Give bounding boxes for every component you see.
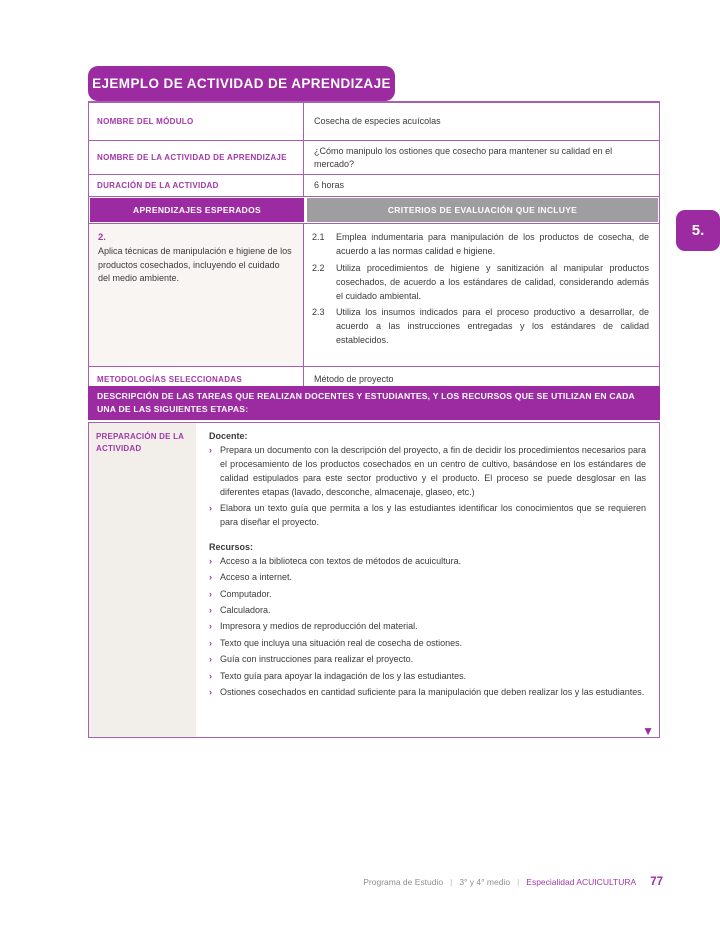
- evaluation-criteria-header: CRITERIOS DE EVALUACIÓN QUE INCLUYE: [307, 198, 658, 222]
- table-row: [89, 140, 659, 174]
- criteria-list: [304, 224, 659, 366]
- row-value: Cosecha de especies acuícolas: [314, 116, 441, 127]
- chevron-bullet-icon: ›: [209, 637, 212, 648]
- stage-label-cell: [89, 423, 196, 737]
- footer-specialty: Especialidad ACUICULTURA: [526, 877, 637, 887]
- description-banner-text: DESCRIPCIÓN DE LAS TAREAS QUE REALIZAN DOCENTES Y ESTUDIANTES, Y LOS RECURSOS QUE SE UTILIZAN EN CADA UNA DE LAS SIGUIENTES ETAPAS:: [97, 391, 635, 414]
- chevron-bullet-icon: ›: [209, 654, 212, 665]
- row-value: Método de proyecto: [314, 374, 394, 385]
- table-row: [89, 102, 659, 140]
- list-item-text: Impresora y medios de reproducción del material.: [220, 621, 418, 632]
- stage-label: PREPARACIÓN DE LA ACTIVIDAD: [96, 432, 184, 454]
- preparation-table: [88, 422, 660, 738]
- footer: [363, 876, 663, 888]
- chevron-bullet-icon: ›: [209, 670, 212, 681]
- objective-number: 2.: [98, 231, 106, 243]
- page-number: 77: [650, 876, 663, 888]
- chevron-bullet-icon: ›: [209, 503, 212, 514]
- column-header-row: [89, 196, 659, 223]
- list-item-text: Texto que incluya una situación real de cosecha de ostiones.: [220, 637, 463, 648]
- continuation-arrow-icon: ▼: [642, 724, 654, 738]
- chevron-bullet-icon: ›: [209, 604, 212, 615]
- footer-separator: |: [450, 877, 453, 887]
- criterion-number: 2.1: [312, 231, 325, 242]
- chevron-bullet-icon: ›: [209, 555, 212, 566]
- list-item-text: Acceso a internet.: [220, 572, 293, 583]
- row-value: 6 horas: [314, 180, 345, 191]
- criterion-number: 2.3: [312, 307, 325, 318]
- stage-content-cell: [196, 423, 659, 737]
- list-item-text: Elabora un texto guía que permita a los y las estudiantes identificar los conocimientos que se requieren para diseñar el proyecto.: [220, 503, 646, 528]
- list-item-text: Prepara un documento con la descripción del proyecto, a fin de decidir los procedimientos necesarios para el procesamiento de los productos cosechados en un centro de cultivo, basándose en los estándares de calidad estipulados para este sector productivo y el producto. El proceso se puede desglosar en las diferentes etapas (lavado, desconche, almacenaje, glaseo, etc.): [220, 445, 646, 497]
- list-item: [209, 571, 646, 585]
- list-item: [209, 620, 646, 634]
- list-item: [209, 670, 646, 684]
- list-item-text: Guía con instrucciones para realizar el proyecto.: [220, 654, 414, 665]
- chevron-bullet-icon: ›: [209, 687, 212, 698]
- list-item-text: Calculadora.: [220, 604, 271, 615]
- table-row: [89, 174, 659, 196]
- row-label: NOMBRE DE LA ACTIVIDAD DE APRENDIZAJE: [89, 141, 304, 174]
- chevron-bullet-icon: ›: [209, 572, 212, 583]
- section-tab: [676, 210, 720, 251]
- teacher-heading: Docente:: [209, 431, 248, 441]
- criterion-item: [312, 262, 649, 304]
- description-banner: [88, 386, 660, 420]
- chevron-bullet-icon: ›: [209, 445, 212, 455]
- page-title-text: EJEMPLO DE ACTIVIDAD DE APRENDIZAJE: [92, 76, 391, 91]
- list-item-text: Acceso a la biblioteca con textos de métodos de acuicultura.: [220, 555, 462, 566]
- criterion-text: Utiliza los insumos indicados para el proceso productivo a desarrollar, de acuerdo a las instrucciones entregadas y los estándares de calidad establecidos.: [336, 307, 649, 346]
- learning-objective-cell: [89, 224, 304, 366]
- section-tab-number: 5.: [691, 222, 705, 239]
- list-item-text: Computador.: [220, 588, 272, 599]
- criterion-number: 2.2: [312, 262, 325, 273]
- objective-text: Aplica técnicas de manipulación e higiene de los productos cosechados, incluyendo el cuidado del medio ambiente.: [98, 246, 292, 284]
- list-item: [209, 637, 646, 651]
- criterion-text: Emplea indumentaria para manipulación de los productos de cosecha, de acuerdo a las normas calidad e higiene.: [336, 231, 649, 256]
- spacer: [209, 533, 646, 542]
- teacher-task-list: [209, 444, 646, 530]
- list-item: [209, 555, 646, 569]
- resources-list: [209, 555, 646, 700]
- list-item: [209, 686, 646, 700]
- resources-heading: Recursos:: [209, 541, 254, 552]
- criterion-item: [312, 231, 649, 259]
- row-value: ¿Cómo manipulo los ostiones que cosecho para mantener su calidad en el mercado?: [314, 146, 613, 169]
- info-rows: [89, 102, 659, 196]
- page-title: [88, 66, 395, 101]
- list-item: [209, 653, 646, 667]
- activity-info-table: [88, 101, 660, 394]
- row-label: METODOLOGÍAS SELECCIONADAS: [89, 367, 304, 393]
- learning-objective-row: [89, 223, 659, 366]
- footer-program: Programa de Estudio: [363, 877, 444, 887]
- criterion-item: [312, 306, 649, 348]
- list-item: [209, 604, 646, 618]
- row-label: NOMBRE DEL MÓDULO: [89, 103, 304, 140]
- expected-learning-header: APRENDIZAJES ESPERADOS: [90, 198, 304, 222]
- chevron-bullet-icon: ›: [209, 621, 212, 632]
- footer-separator: |: [517, 877, 520, 887]
- row-label: DURACIÓN DE LA ACTIVIDAD: [89, 175, 304, 196]
- list-item-text: Texto guía para apoyar la indagación de los y las estudiantes.: [220, 670, 467, 681]
- list-item-text: Ostiones cosechados en cantidad suficiente para la manipulación que deben realizar los y las estudiantes.: [220, 687, 645, 698]
- criterion-text: Utiliza procedimientos de higiene y sanitización al manipular productos cosechados, de acuerdo a los estándares de calidad, considerando además el cuidado ambiental.: [336, 262, 649, 301]
- list-item: [209, 444, 646, 500]
- list-item: [209, 588, 646, 602]
- list-item: [209, 502, 646, 530]
- chevron-bullet-icon: ›: [209, 588, 212, 599]
- footer-grades: 3° y 4° medio: [459, 877, 511, 887]
